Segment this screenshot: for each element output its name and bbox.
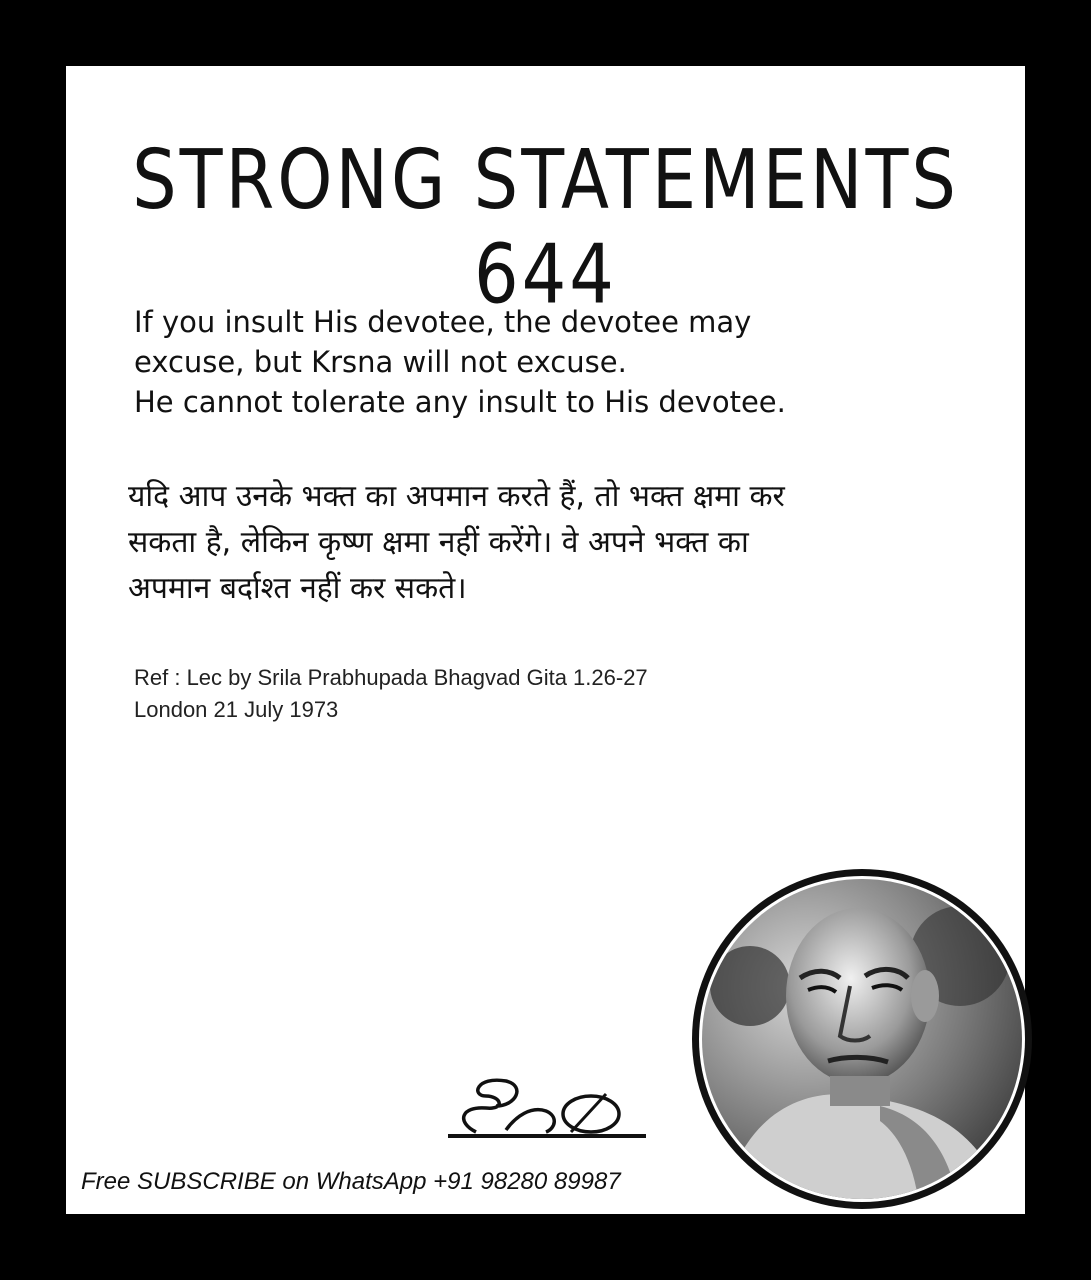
subscribe-footer: Free SUBSCRIBE on WhatsApp +91 98280 89987 <box>81 1168 621 1195</box>
hindi-line: सकता है, लेकिन कृष्ण क्षमा नहीं करेंगे। वे अपने भक्त का <box>128 525 749 560</box>
english-quote <box>134 302 954 422</box>
reference-line-1: Ref : Lec by Srila Prabhupada Bhagvad Gita 1.26-27 <box>134 665 648 690</box>
hindi-line: अपमान बर्दाश्त नहीं कर सकते। <box>128 571 467 606</box>
signature-icon <box>446 1066 656 1156</box>
statement-card <box>66 66 1025 1214</box>
english-line: He cannot tolerate any insult to His devotee. <box>134 385 786 419</box>
portrait-icon <box>680 866 1040 1212</box>
page-title: STRONG STATEMENTS 644 <box>132 133 959 323</box>
reference <box>134 662 834 726</box>
english-line: If you insult His devotee, the devotee may <box>134 305 752 339</box>
english-line: excuse, but Krsna will not excuse. <box>134 345 627 379</box>
hindi-line: यदि आप उनके भक्त का अपमान करते हैं, तो भक्त क्षमा कर <box>128 479 785 514</box>
reference-line-2: London 21 July 1973 <box>134 697 339 722</box>
hindi-quote <box>128 474 968 612</box>
